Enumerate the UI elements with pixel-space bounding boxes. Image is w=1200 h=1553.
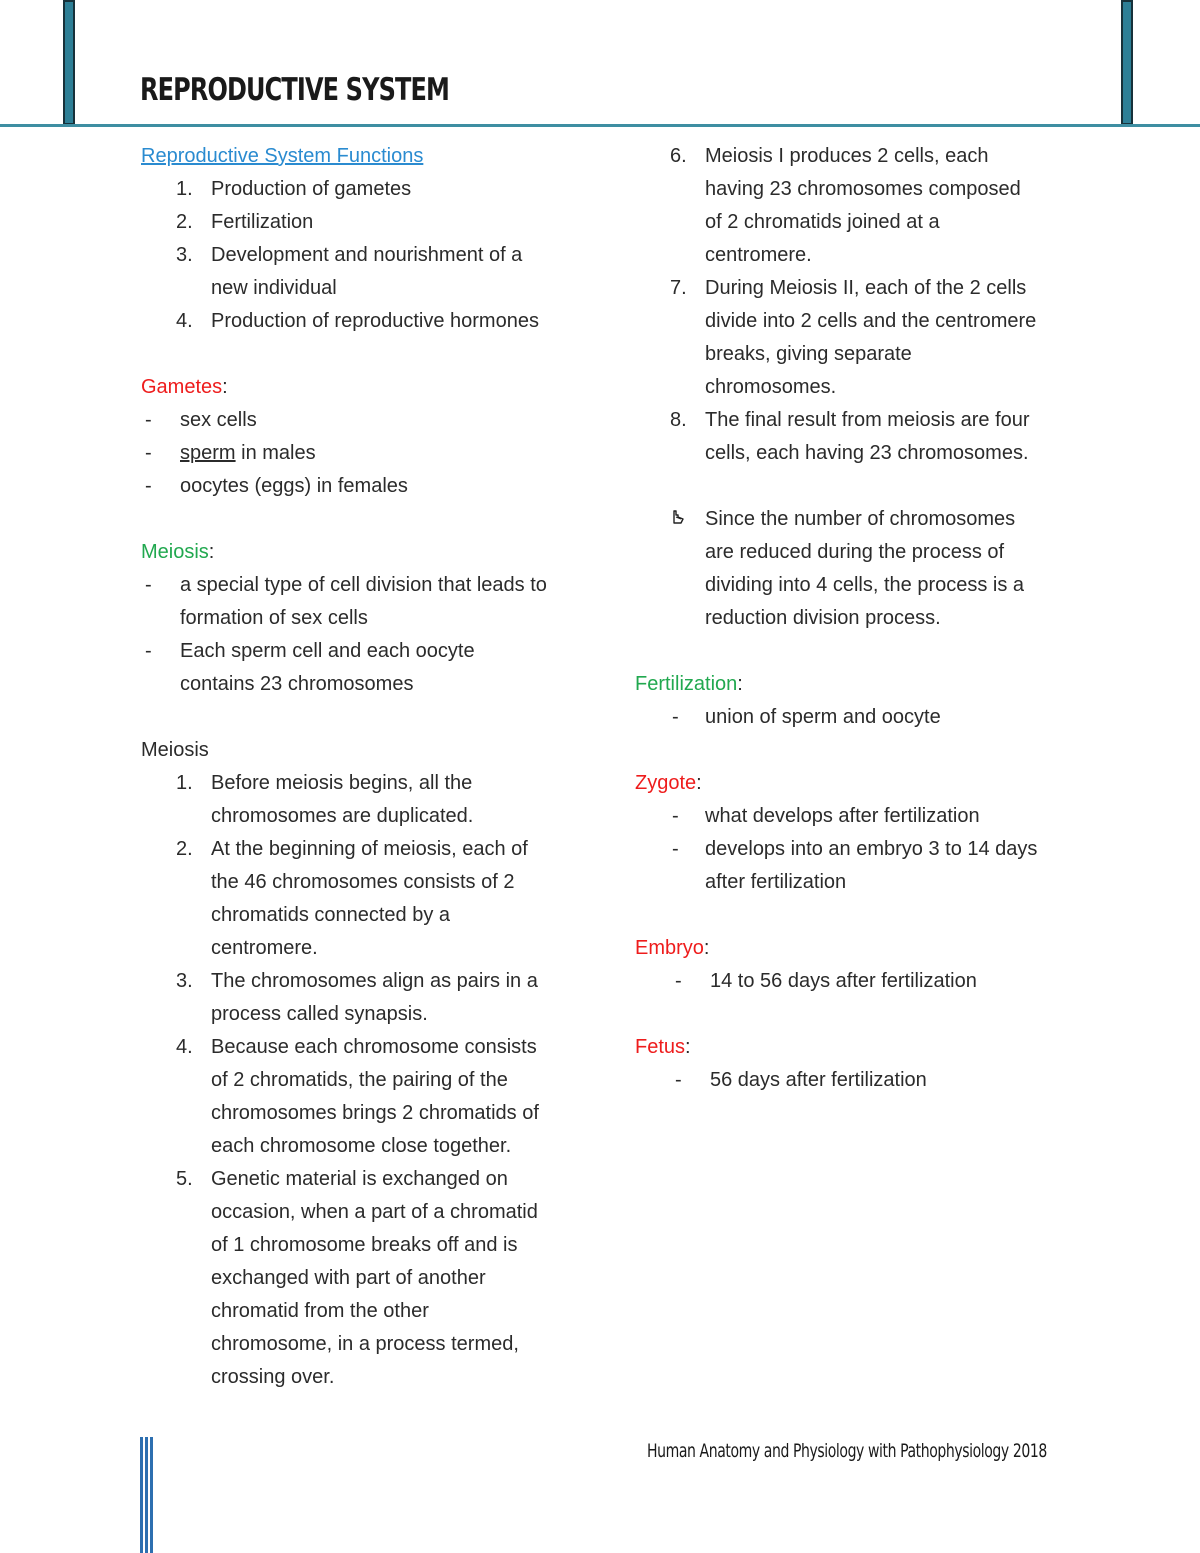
- list-item: 2. At the beginning of meiosis, each of the 46 chromosomes consists of 2 chromatids connected by a centromere.: [176, 838, 528, 959]
- meiosis-definition-heading: Meiosis:: [141, 541, 215, 563]
- list-item: 4. Because each chromosome consists of 2 chromatids, the pairing of the chromosomes brings 2 chromatids of each chromosome close together.: [176, 1036, 539, 1157]
- list-item: 5. Genetic material is exchanged on occasion, when a part of a chromatid of 1 chromosome breaks off and is exchanged with part of another chromatid from the other chromosome, in a process termed, crossing over.: [176, 1168, 538, 1388]
- list-item: 7. During Meiosis II, each of the 2 cells divide into 2 cells and the centromere breaks, giving separate chromosomes.: [670, 277, 1037, 398]
- gametes-list: [141, 404, 581, 503]
- list-item: - 14 to 56 days after fertilization: [675, 970, 977, 992]
- footer-decor-bars: [140, 1437, 154, 1553]
- embryo-heading: Embryo:: [635, 937, 710, 959]
- list-item: - what develops after fertilization: [672, 805, 980, 827]
- functions-list: [141, 173, 581, 338]
- footer-caption: Human Anatomy and Physiology with Pathophysiology 2018: [647, 1440, 1047, 1462]
- header-decor-bar-right: [1121, 0, 1133, 125]
- list-item: 4. Production of reproductive hormones: [176, 310, 539, 332]
- reduction-division-note: Since the number of chromosomes are reduced during the process of dividing into 4 cells, the process is a reduction division process.: [635, 503, 1075, 635]
- list-item: 8. The final result from meiosis are four cells, each having 23 chromosomes.: [670, 409, 1030, 464]
- embryo-list: [635, 965, 1075, 998]
- right-column: [635, 140, 1075, 1097]
- fertilization-list: [635, 701, 1075, 734]
- list-item: 3. Development and nourishment of a new individual: [176, 244, 523, 299]
- pointing-hand-icon: [671, 503, 685, 536]
- meiosis-steps-continued-list: [635, 140, 1075, 470]
- gametes-heading: Gametes:: [141, 376, 228, 398]
- list-item: 3. The chromosomes align as pairs in a process called synapsis.: [176, 970, 538, 1025]
- list-item: - union of sperm and oocyte: [672, 706, 941, 728]
- meiosis-steps-list: [141, 767, 581, 1394]
- list-item: - develops into an embryo 3 to 14 days after fertilization: [672, 838, 1038, 893]
- list-item: 2. Fertilization: [176, 211, 314, 233]
- left-column: [141, 140, 581, 1394]
- meiosis-steps-heading: Meiosis: [141, 739, 209, 761]
- list-item: 1. Production of gametes: [176, 178, 412, 200]
- meiosis-definition-list: [141, 569, 581, 701]
- list-item: - sperm in males: [145, 442, 316, 464]
- zygote-list: [635, 800, 1075, 899]
- list-item: 6. Meiosis I produces 2 cells, each having 23 chromosomes composed of 2 chromatids joined at a centromere.: [670, 145, 1021, 266]
- fetus-list: [635, 1064, 1075, 1097]
- list-item: - sex cells: [145, 409, 257, 431]
- fertilization-heading: Fertilization:: [635, 673, 743, 695]
- fetus-heading: Fetus:: [635, 1036, 691, 1058]
- header-rule: [0, 124, 1200, 127]
- page-title: REPRODUCTIVE SYSTEM: [140, 72, 450, 108]
- list-item: 1. Before meiosis begins, all the chromosomes are duplicated.: [176, 772, 474, 827]
- header-decor-bar-left: [63, 0, 75, 125]
- list-item: - 56 days after fertilization: [675, 1069, 927, 1091]
- functions-heading: Reproductive System Functions: [141, 145, 424, 167]
- list-item: - Each sperm cell and each oocyte contains 23 chromosomes: [145, 640, 475, 695]
- list-item: - a special type of cell division that leads to formation of sex cells: [145, 574, 547, 629]
- zygote-heading: Zygote:: [635, 772, 702, 794]
- list-item: - oocytes (eggs) in females: [145, 475, 408, 497]
